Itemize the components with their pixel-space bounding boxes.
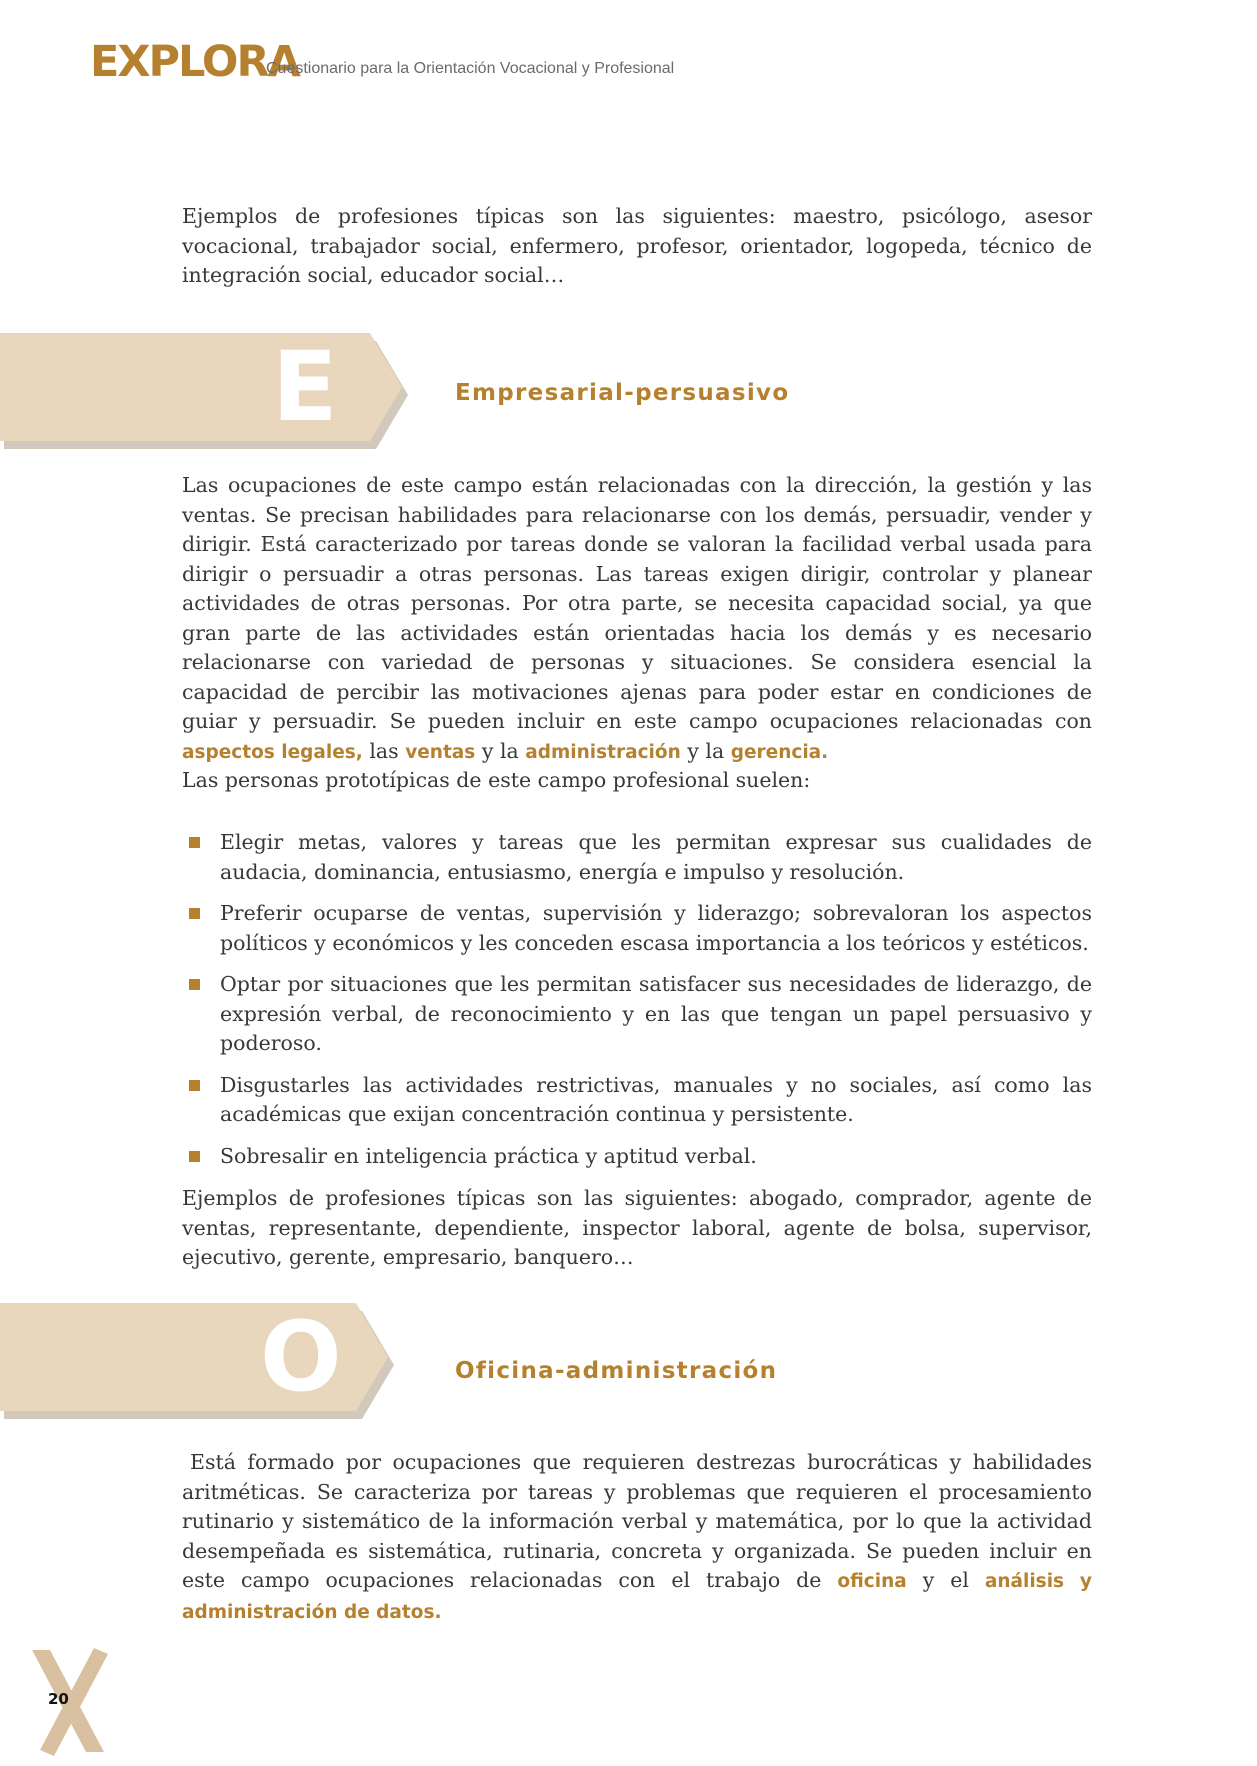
- section-e-title: Empresarial-persuasivo: [455, 380, 790, 406]
- description-text: Está formado por ocupaciones que requieren destrezas burocráticas y habilidades aritméticas. Se caracteriza por tareas y problemas que requieren el procesamiento rutinario y sistemático de la información verbal y matemática, por lo que la actividad desempeñada es sistemática, rutinaria, concreta y organizada. Se pueden incluir en este campo ocupaciones relacionadas con el trabajo de: [182, 1450, 1092, 1592]
- square-bullet-icon: [189, 1151, 200, 1162]
- section-e-description: [182, 471, 1092, 767]
- highlight-gerencia: gerencia.: [730, 741, 829, 763]
- list-item-text: Sobresalir en inteligencia práctica y aptitud verbal.: [220, 1143, 757, 1168]
- highlight-oficina: oficina: [837, 1571, 907, 1592]
- section-o-title: Oficina-administración: [455, 1358, 778, 1384]
- section-e-band: [0, 333, 410, 449]
- highlight-aspectos-legales: aspectos legales,: [182, 741, 363, 763]
- header-subtitle: Cuestionario para la Orientación Vocacional y Profesional: [266, 60, 675, 77]
- band-shape: [0, 333, 410, 449]
- highlight-administracion: administración: [525, 741, 681, 763]
- section-e-lead-in: Las personas prototípicas de este campo profesional suelen:: [182, 768, 811, 792]
- list-item: [182, 828, 1092, 887]
- explora-logo: EXPLORA: [90, 37, 299, 87]
- band-shape: [0, 1303, 410, 1419]
- square-bullet-icon: [189, 908, 200, 919]
- square-bullet-icon: [189, 837, 200, 848]
- section-e-bullet-list: [182, 828, 1092, 1183]
- connector-text: las: [369, 738, 399, 763]
- connector-text: y la: [481, 738, 519, 763]
- section-o-description: [182, 1448, 1092, 1627]
- section-o-band: [0, 1303, 410, 1419]
- page-number: 20: [48, 1690, 69, 1708]
- square-bullet-icon: [189, 979, 200, 990]
- square-bullet-icon: [189, 1080, 200, 1091]
- section-o-letter: O: [260, 1301, 342, 1413]
- intro-paragraph: Ejemplos de profesiones típicas son las siguientes: maestro, psicólogo, asesor vocacional, trabajador social, enfermero, profesor, orientador, logopeda, técnico de integración social, educador social…: [182, 204, 1092, 287]
- list-item: [182, 1071, 1092, 1130]
- connector-text: y el: [922, 1568, 969, 1592]
- list-item-text: Disgustarles las actividades restrictivas, manuales y no sociales, así como las académicas que exijan concentración continua y persistente.: [220, 1072, 1092, 1126]
- list-item-text: Elegir metas, valores y tareas que les permitan expresar sus cualidades de audacia, dominancia, entusiasmo, energía e impulso y resolución.: [220, 830, 1092, 884]
- highlight-ventas: ventas: [405, 741, 476, 763]
- connector-text: y la: [687, 738, 725, 763]
- section-e-examples: Ejemplos de profesiones típicas son las siguientes: abogado, comprador, agente de ventas, representante, dependiente, inspector laboral, agente de bolsa, supervisor, ejecutivo, gerente, empresario, banquero…: [182, 1186, 1092, 1269]
- highlight-analisis-datos: análisis y administración de datos.: [182, 1571, 1092, 1623]
- list-item-text: Optar por situaciones que les permitan satisfacer sus necesidades de liderazgo, de expresión verbal, de reconocimiento y en las que tengan un papel persuasivo y poderoso.: [220, 972, 1092, 1055]
- list-item: [182, 1142, 1092, 1172]
- description-text: Las ocupaciones de este campo están relacionadas con la dirección, la gestión y las ventas. Se precisan habilidades para relacionarse con los demás, persuadir, vender y dirigir. Está caracterizado por tareas donde se valoran la facilidad verbal usada para dirigir o persuadir a otras personas. Las tareas exigen dirigir, controlar y planear actividades de otras personas. Por otra parte, se necesita capacidad social, ya que gran parte de las actividades están orientadas hacia los demás y es necesario relacionarse con variedad de personas y situaciones. Se considera esencial la capacidad de percibir las motivaciones ajenas para poder estar en condiciones de guiar y persuadir. Se pueden incluir en este campo ocupaciones relacionadas con: [182, 473, 1092, 733]
- list-item: [182, 899, 1092, 958]
- list-item-text: Preferir ocuparse de ventas, supervisión y liderazgo; sobrevaloran los aspectos políticos y económicos y les conceden escasa importancia a los teóricos y estéticos.: [220, 901, 1092, 955]
- section-e-letter: E: [272, 331, 338, 443]
- list-item: [182, 970, 1092, 1059]
